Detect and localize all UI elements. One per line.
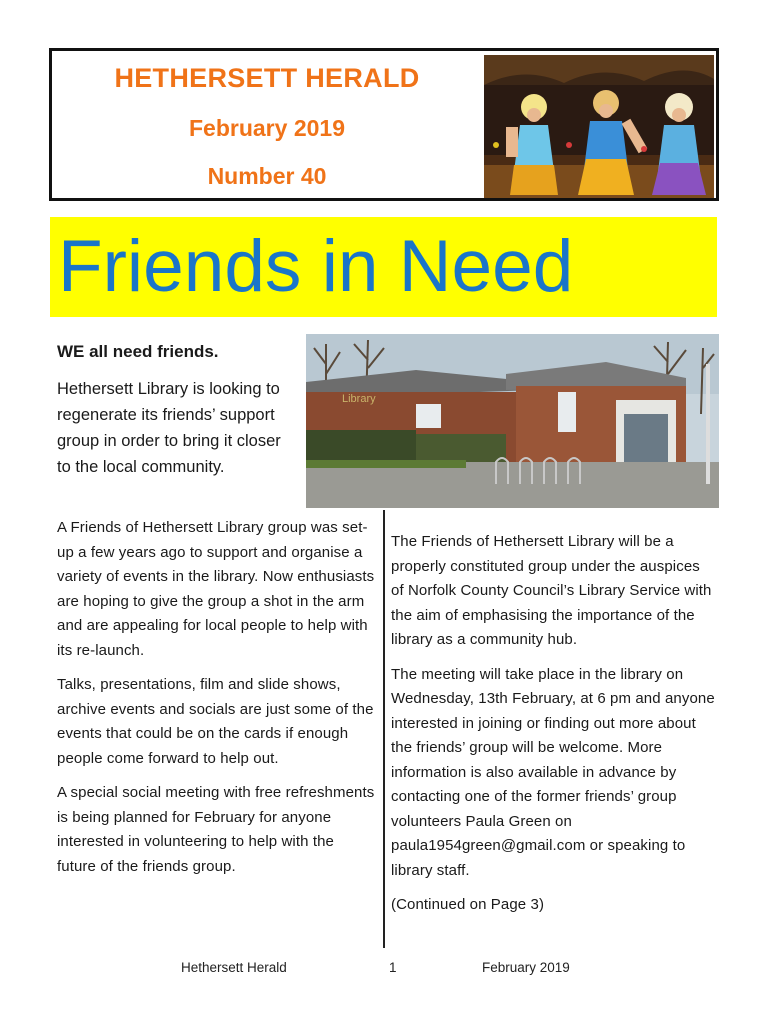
article-paragraph: A special social meeting with free refreshments is being planned for February for anyone interested in volunteering to help with the future of the friends group. <box>57 784 375 875</box>
issue-number: Number 40 <box>207 163 327 189</box>
article-paragraph: The meeting will take place in the library on Wednesday, 13th February, at 6 pm and anyone interested in joining or finding out more about the friends’ group will be welcome. More information is also available in advance by contacting one of the former friends’ group volunteers Paula Green on paula1954green@gmail.com or speaking to library staff. <box>391 665 715 879</box>
issue-date: February 2019 <box>189 115 345 141</box>
headline: Friends in Need <box>58 226 574 307</box>
footer-publication: Hethersett Herald <box>181 960 287 975</box>
intro-paragraph: Hethersett Library is looking to regenerate its friends’ support group in order to bring it closer to the local community. <box>57 380 281 476</box>
article-paragraph: Talks, presentations, film and slide shows, archive events and socials are just some of the events that could be on the cards if enough people come forward to help out. <box>57 676 374 767</box>
library-sign: Library <box>342 393 376 405</box>
right-column <box>391 530 716 928</box>
footer-date: February 2019 <box>482 960 570 975</box>
headline-banner <box>50 217 717 317</box>
intro-heading: WE all need friends. <box>57 342 219 361</box>
pantomime-photo <box>484 55 714 198</box>
article-paragraph: The Friends of Hethersett Library will be a properly constituted group under the auspices of Norfolk County Council’s Library Service with the aim of emphasising the importance of the library as a community hub. <box>391 533 712 648</box>
library-photo <box>306 334 719 508</box>
left-column <box>57 516 375 889</box>
column-divider <box>383 510 385 948</box>
page-number: 1 <box>389 960 397 975</box>
masthead-box <box>49 48 719 201</box>
newsletter-title: HETHERSETT HERALD <box>114 63 420 93</box>
article-paragraph: A Friends of Hethersett Library group was set-up a few years ago to support and organise a variety of events in the library. Now enthusiasts are hoping to give the group a shot in the arm and are appealing for local people to help with its re-launch. <box>57 519 375 659</box>
continued-note: (Continued on Page 3) <box>391 896 545 913</box>
masthead-text <box>52 51 482 198</box>
